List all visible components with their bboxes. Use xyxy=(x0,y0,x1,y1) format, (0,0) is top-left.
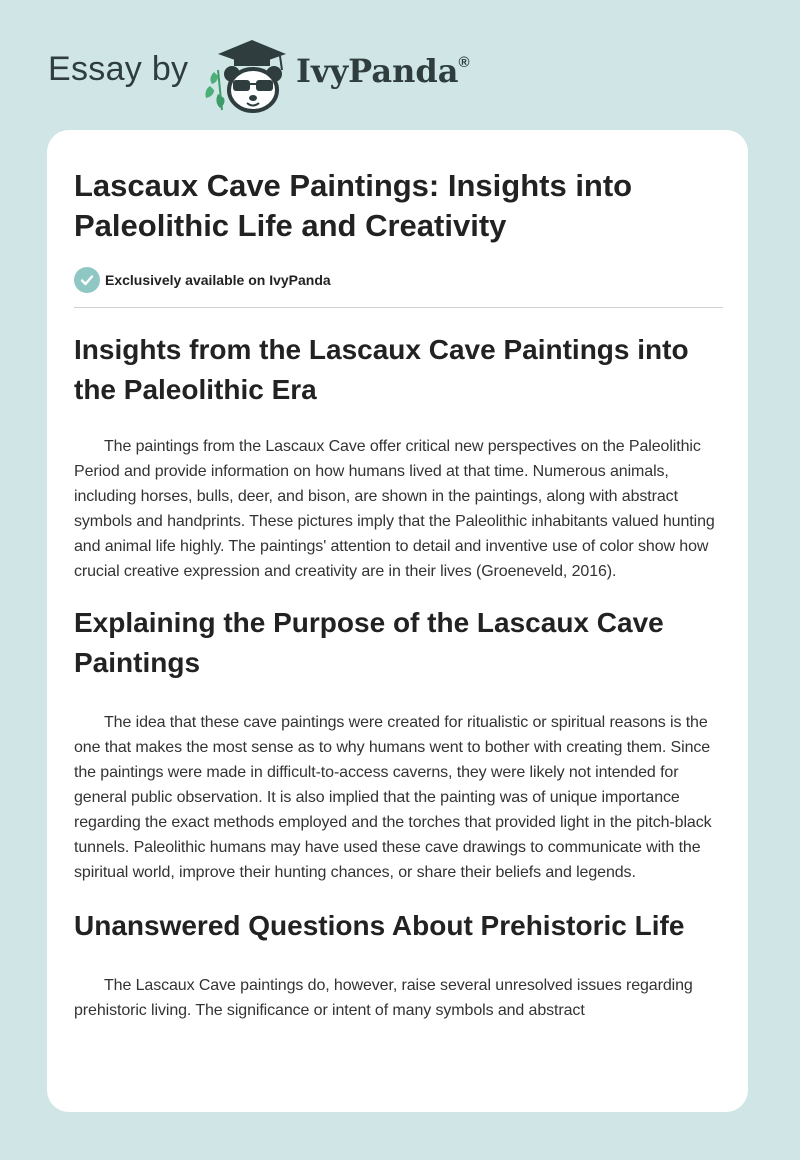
essay-by-label: Essay by xyxy=(48,50,189,88)
section-heading: Insights from the Lascaux Cave Paintings into the Paleolithic Era xyxy=(74,334,689,405)
section-heading: Explaining the Purpose of the Lascaux Cave Paintings xyxy=(74,607,664,678)
panda-graduate-logo-icon[interactable] xyxy=(200,34,296,114)
ivy-leaf-icon xyxy=(206,70,225,110)
section-paragraph: The Lascaux Cave paintings do, however, raise several unresolved issues regarding prehistoric living. The significance or intent of many symbols and abstract xyxy=(74,977,693,1019)
section-heading: Unanswered Questions About Prehistoric Life xyxy=(74,910,685,941)
checkmark-icon xyxy=(74,267,100,293)
registered-mark: ® xyxy=(458,54,470,71)
essay-card xyxy=(47,130,748,1112)
divider xyxy=(74,307,723,308)
section-paragraph: The idea that these cave paintings were created for ritualistic or spiritual reasons is the one that makes the most sense as to why humans went to bother with creating them. Since the paintings were made in difficult-to-access caverns, they were likely not intended for general public observation. It is also implied that the painting was of unique importance regarding the exact methods employed and the torches that provided light in the pitch-black tunnels. Paleolithic humans may have used these cave drawings to communicate with the spiritual world, improve their hunting chances, or share their beliefs and legends. xyxy=(74,714,712,881)
site-header xyxy=(48,30,528,110)
brand-text: IvyPanda xyxy=(296,52,459,90)
page-title: Lascaux Cave Paintings: Insights into Paleolithic Life and Creativity xyxy=(74,168,633,243)
essay-content xyxy=(74,130,723,1023)
exclusive-label: Exclusively available on IvyPanda xyxy=(105,272,331,288)
exclusive-badge xyxy=(74,267,723,293)
section-paragraph: The paintings from the Lascaux Cave offer critical new perspectives on the Paleolithic Period and provide information on how humans lived at that time. Numerous animals, including horses, bulls, deer, and bison, are shown in the paintings, along with abstract symbols and handprints. These pictures imply that the Paleolithic inhabitants valued hunting and animal life highly. The paintings' attention to detail and inventive use of color show how crucial creative expression and creativity are in their lives (Groeneveld, 2016). xyxy=(74,438,715,580)
brand-name[interactable] xyxy=(296,52,470,90)
